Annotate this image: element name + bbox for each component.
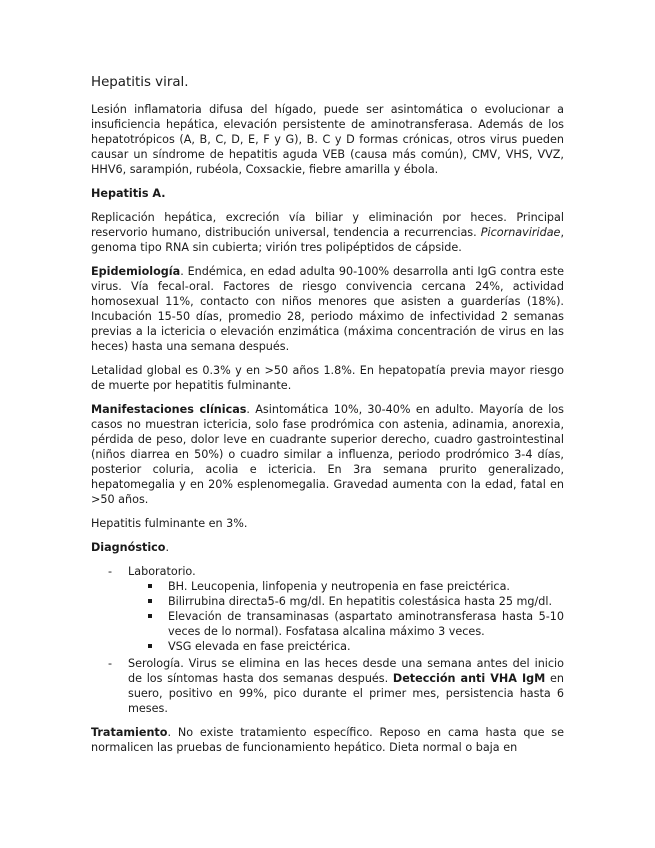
manifestaciones-label: Manifestaciones clínicas bbox=[91, 403, 247, 416]
hepatitis-a-text: Replicación hepática, excreción vía biliar y eliminación por heces. Principal reservorio humano, distribución universal, tendencia a recurrencias. bbox=[91, 211, 564, 239]
manifestaciones-text: . Asintomática 10%, 30-40% en adulto. Mayoría de los casos no muestran ictericia, solo fase prodrómica con astenia, adinamia, anorexia, pérdida de peso, dolor leve en cuadrante superior derecho, cuadro gastrointestinal (niños diarrea en 50%) o cuadro similar a influenza, periodo prodrómico 3-4 días, posterior coluria, acolia e ictericia. En 3ra semana prurito generalizado, hepatomegalia y en 20% esplenomegalia. Gravedad aumenta con la edad, fatal en >50 años. bbox=[91, 403, 564, 506]
fulminante-paragraph: Hepatitis fulminante en 3%. bbox=[91, 517, 248, 530]
dash-marker: - bbox=[108, 657, 113, 670]
list-item bbox=[128, 639, 564, 654]
dash-marker: - bbox=[108, 565, 113, 578]
list-item-serologia bbox=[91, 656, 564, 716]
hepatitis-a-paragraph bbox=[91, 210, 564, 255]
manifestaciones-paragraph bbox=[91, 402, 564, 507]
serologia-text: Serología. Virus se elimina en las heces desde una semana antes del inicio de los síntomas hasta dos semanas después. bbox=[128, 657, 564, 685]
list-item bbox=[128, 594, 564, 609]
diagnostico-period: . bbox=[165, 541, 170, 554]
epidemiologia-paragraph bbox=[91, 264, 564, 354]
list-item-laboratorio bbox=[91, 564, 564, 654]
intro-paragraph: Lesión inflamatoria difusa del hígado, puede ser asintomática o evolucionar a insuficiencia hepática, elevación persistente de aminotransferasa. Además de los hepatotrópicos (A, B, C, D, E, F y G), B. C y D formas crónicas, otros virus pueden causar un síndrome de hepatitis aguda VEB (causa más común), CMV, VHS, VVZ, HHV6, sarampión, rubéola, Coxsackie, fiebre amarilla y ébola. bbox=[91, 103, 564, 176]
serologia-text-cont: en suero, positivo en 99%, pico durante el primer mes, persistencia hasta 6 meses. bbox=[128, 672, 564, 715]
hepatitis-a-heading: Hepatitis A. bbox=[91, 187, 166, 200]
square-bullet-icon bbox=[148, 614, 152, 618]
sublist-text: VSG elevada en fase preictérica. bbox=[168, 640, 351, 653]
laboratorio-sublist bbox=[128, 579, 564, 654]
diagnostico-list bbox=[91, 564, 564, 716]
hepatitis-a-text-cont: , genoma tipo RNA sin cubierta; virión tres polipéptidos de cápside. bbox=[91, 226, 565, 254]
square-bullet-icon bbox=[148, 599, 152, 603]
document-page bbox=[91, 70, 564, 764]
letalidad-paragraph: Letalidad global es 0.3% y en >50 años 1.8%. En hepatopatía previa mayor riesgo de muerte por hepatitis fulminante. bbox=[91, 364, 564, 392]
anti-vha-igm-term: Detección anti VHA IgM bbox=[392, 672, 546, 685]
epidemiologia-label: Epidemiología bbox=[91, 265, 181, 278]
tratamiento-text: . No existe tratamiento específico. Reposo en cama hasta que se normalicen las pruebas de funcionamiento hepático. Dieta normal o baja en bbox=[91, 726, 564, 754]
laboratorio-label: Laboratorio. bbox=[128, 565, 196, 578]
tratamiento-paragraph bbox=[91, 725, 564, 755]
list-item bbox=[128, 609, 564, 639]
page-title: Hepatitis viral. bbox=[91, 75, 189, 90]
sublist-text: BH. Leucopenia, linfopenia y neutropenia en fase preictérica. bbox=[168, 580, 510, 593]
list-item bbox=[128, 579, 564, 594]
diagnostico-label: Diagnóstico bbox=[91, 541, 166, 554]
diagnostico-heading bbox=[91, 540, 564, 555]
sublist-text: Bilirrubina directa5-6 mg/dl. En hepatitis colestásica hasta 25 mg/dl. bbox=[168, 595, 553, 608]
picornaviridae-term: Picornaviridae bbox=[480, 226, 561, 239]
square-bullet-icon bbox=[148, 644, 152, 648]
square-bullet-icon bbox=[148, 584, 152, 588]
tratamiento-label: Tratamiento bbox=[91, 726, 168, 739]
epidemiologia-text: . Endémica, en edad adulta 90-100% desarrolla anti IgG contra este virus. Vía fecal-oral. Factores de riesgo convivencia cercana 24%, actividad homosexual 11%, contacto con niños menores que asisten a guarderías (18%). Incubación 15-50 días, promedio 28, periodo máximo de infectividad 2 semanas previas a la ictericia o elevación enzimática (máxima concentración de virus en las heces) hasta una semana después. bbox=[91, 265, 564, 353]
sublist-text: Elevación de transaminasas (aspartato aminotransferasa hasta 5-10 veces de lo normal). Fosfatasa alcalina máximo 3 veces. bbox=[168, 610, 564, 638]
